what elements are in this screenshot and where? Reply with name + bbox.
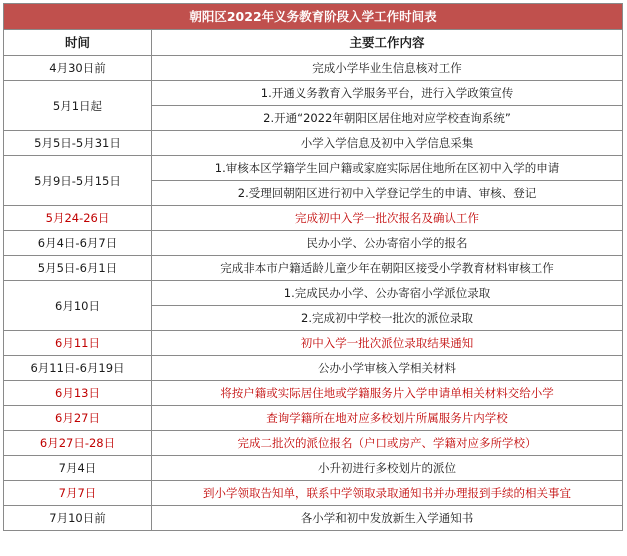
row-time: 7月7日 xyxy=(4,481,152,506)
row-content: 2.完成初中学校一批次的派位录取 xyxy=(152,306,623,331)
table-row xyxy=(4,131,623,156)
row-content: 各小学和初中发放新生入学通知书 xyxy=(152,506,623,531)
header-content: 主要工作内容 xyxy=(152,30,623,56)
row-time: 7月4日 xyxy=(4,456,152,481)
row-content: 完成非本市户籍适龄儿童少年在朝阳区接受小学教育材料审核工作 xyxy=(152,256,623,281)
row-content: 公办小学审核入学相关材料 xyxy=(152,356,623,381)
row-content: 小学入学信息及初中入学信息采集 xyxy=(152,131,623,156)
table-row xyxy=(4,231,623,256)
row-time: 5月1日起 xyxy=(4,81,152,131)
table-row xyxy=(4,206,623,231)
header-time: 时间 xyxy=(4,30,152,56)
row-time: 6月27日 xyxy=(4,406,152,431)
table-row xyxy=(4,56,623,81)
row-time: 6月27日-28日 xyxy=(4,431,152,456)
row-content: 1.开通义务教育入学服务平台，进行入学政策宣传 xyxy=(152,81,623,106)
row-time: 4月30日前 xyxy=(4,56,152,81)
schedule-table-frame xyxy=(2,2,625,553)
row-content: 1.完成民办小学、公办寄宿小学派位录取 xyxy=(152,281,623,306)
schedule-table xyxy=(3,3,623,531)
row-content: 小升初进行多校划片的派位 xyxy=(152,456,623,481)
row-time: 5月5日-5月31日 xyxy=(4,131,152,156)
row-time: 5月9日-5月15日 xyxy=(4,156,152,206)
row-time: 6月10日 xyxy=(4,281,152,331)
row-content: 2.受理回朝阳区进行初中入学登记学生的申请、审核、登记 xyxy=(152,181,623,206)
table-row xyxy=(4,331,623,356)
table-row xyxy=(4,156,623,181)
table-row xyxy=(4,81,623,106)
row-content: 查询学籍所在地对应多校划片所属服务片内学校 xyxy=(152,406,623,431)
row-content: 2.开通“2022年朝阳区居住地对应学校查询系统” xyxy=(152,106,623,131)
row-time: 7月10日前 xyxy=(4,506,152,531)
table-row xyxy=(4,381,623,406)
table-row xyxy=(4,456,623,481)
row-time: 6月4日-6月7日 xyxy=(4,231,152,256)
row-time: 5月5日-6月1日 xyxy=(4,256,152,281)
table-row xyxy=(4,506,623,531)
row-content: 完成初中入学一批次报名及确认工作 xyxy=(152,206,623,231)
row-content: 完成二批次的派位报名（户口或房产、学籍对应多所学校） xyxy=(152,431,623,456)
row-content: 到小学领取告知单，联系中学领取录取通知书并办理报到手续的相关事宜 xyxy=(152,481,623,506)
table-row xyxy=(4,406,623,431)
table-title: 朝阳区2022年义务教育阶段入学工作时间表 xyxy=(4,4,623,30)
row-content: 将按户籍或实际居住地或学籍服务片入学申请单相关材料交给小学 xyxy=(152,381,623,406)
row-content: 民办小学、公办寄宿小学的报名 xyxy=(152,231,623,256)
row-time: 5月24-26日 xyxy=(4,206,152,231)
row-time: 6月11日-6月19日 xyxy=(4,356,152,381)
row-content: 初中入学一批次派位录取结果通知 xyxy=(152,331,623,356)
table-row xyxy=(4,481,623,506)
title-row xyxy=(4,4,623,30)
header-row xyxy=(4,30,623,56)
row-content: 完成小学毕业生信息核对工作 xyxy=(152,56,623,81)
table-row xyxy=(4,356,623,381)
table-row xyxy=(4,431,623,456)
row-time: 6月11日 xyxy=(4,331,152,356)
table-row xyxy=(4,256,623,281)
row-content: 1.审核本区学籍学生回户籍或家庭实际居住地所在区初中入学的申请 xyxy=(152,156,623,181)
table-row xyxy=(4,281,623,306)
row-time: 6月13日 xyxy=(4,381,152,406)
